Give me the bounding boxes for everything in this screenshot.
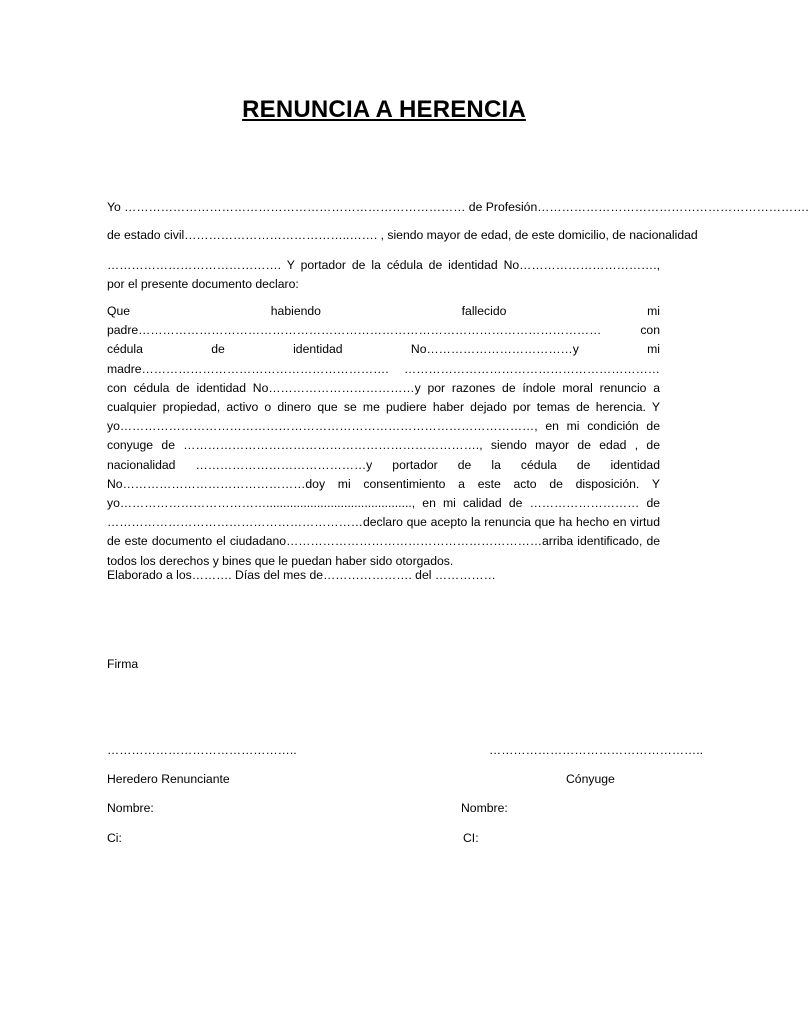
nationality-id-paragraph: ……………………………………. Y portador de la cédula de identidad No……………………………., por el presente documento declaro: xyxy=(107,258,660,292)
spouse-role-label: Cónyuge xyxy=(566,772,615,786)
heir-signature-line: ……………………………………….. xyxy=(107,743,297,757)
elaborado-date-line: Elaborado a los………. Días del mes de…………………. del …………… xyxy=(107,568,496,582)
spouse-signature-line: …………………………………………….. xyxy=(489,743,703,757)
renunciation-body-paragraph: Que habiendo fallecido mi padre…………………………………………………………………………………………………… con cédula de identidad No………………………………y mi madre……………………………………………………. ………………………………………………………con cédula de identidad No………………………………y por razones de índole moral renuncio a cualquier propiedad, activo o dinero que se me pudiere haber dejado por temas de herencia. Y yo…………………………………………………………………………………………, en mi condición de conyuge de ………………………………………………………………., siendo mayor de edad , de nacionalidad ……………………………………y portador de la cédula de identidad No………………………………………doy mi consentimiento a este acto de disposición. Y yo………………………………..........................................., en mi calidad de ……………………… de ………………………………………………………declaro que acepto la renuncia que ha hecho en virtud de este documento el ciudadano………………………………………………………arriba identificado, de todos los derechos y bines que le puedan haber sido otorgados. xyxy=(107,304,660,568)
heir-name-label: Nombre: xyxy=(107,801,154,815)
document-title: RENUNCIA A HERENCIA xyxy=(242,96,526,123)
declarant-name-profession-line: Yo ………………………………………………………………………… de Profesión…………………………………………………………. xyxy=(107,200,809,214)
civil-status-line: de estado civil…………………………………..……. , siendo mayor de edad, de este domicilio, de nacionalidad xyxy=(107,228,698,242)
spouse-ci-label: CI: xyxy=(463,831,479,845)
heir-ci-label: Ci: xyxy=(107,831,122,845)
spouse-name-label: Nombre: xyxy=(461,801,508,815)
firma-label: Firma xyxy=(107,657,139,671)
heir-role-label: Heredero Renunciante xyxy=(107,772,230,786)
